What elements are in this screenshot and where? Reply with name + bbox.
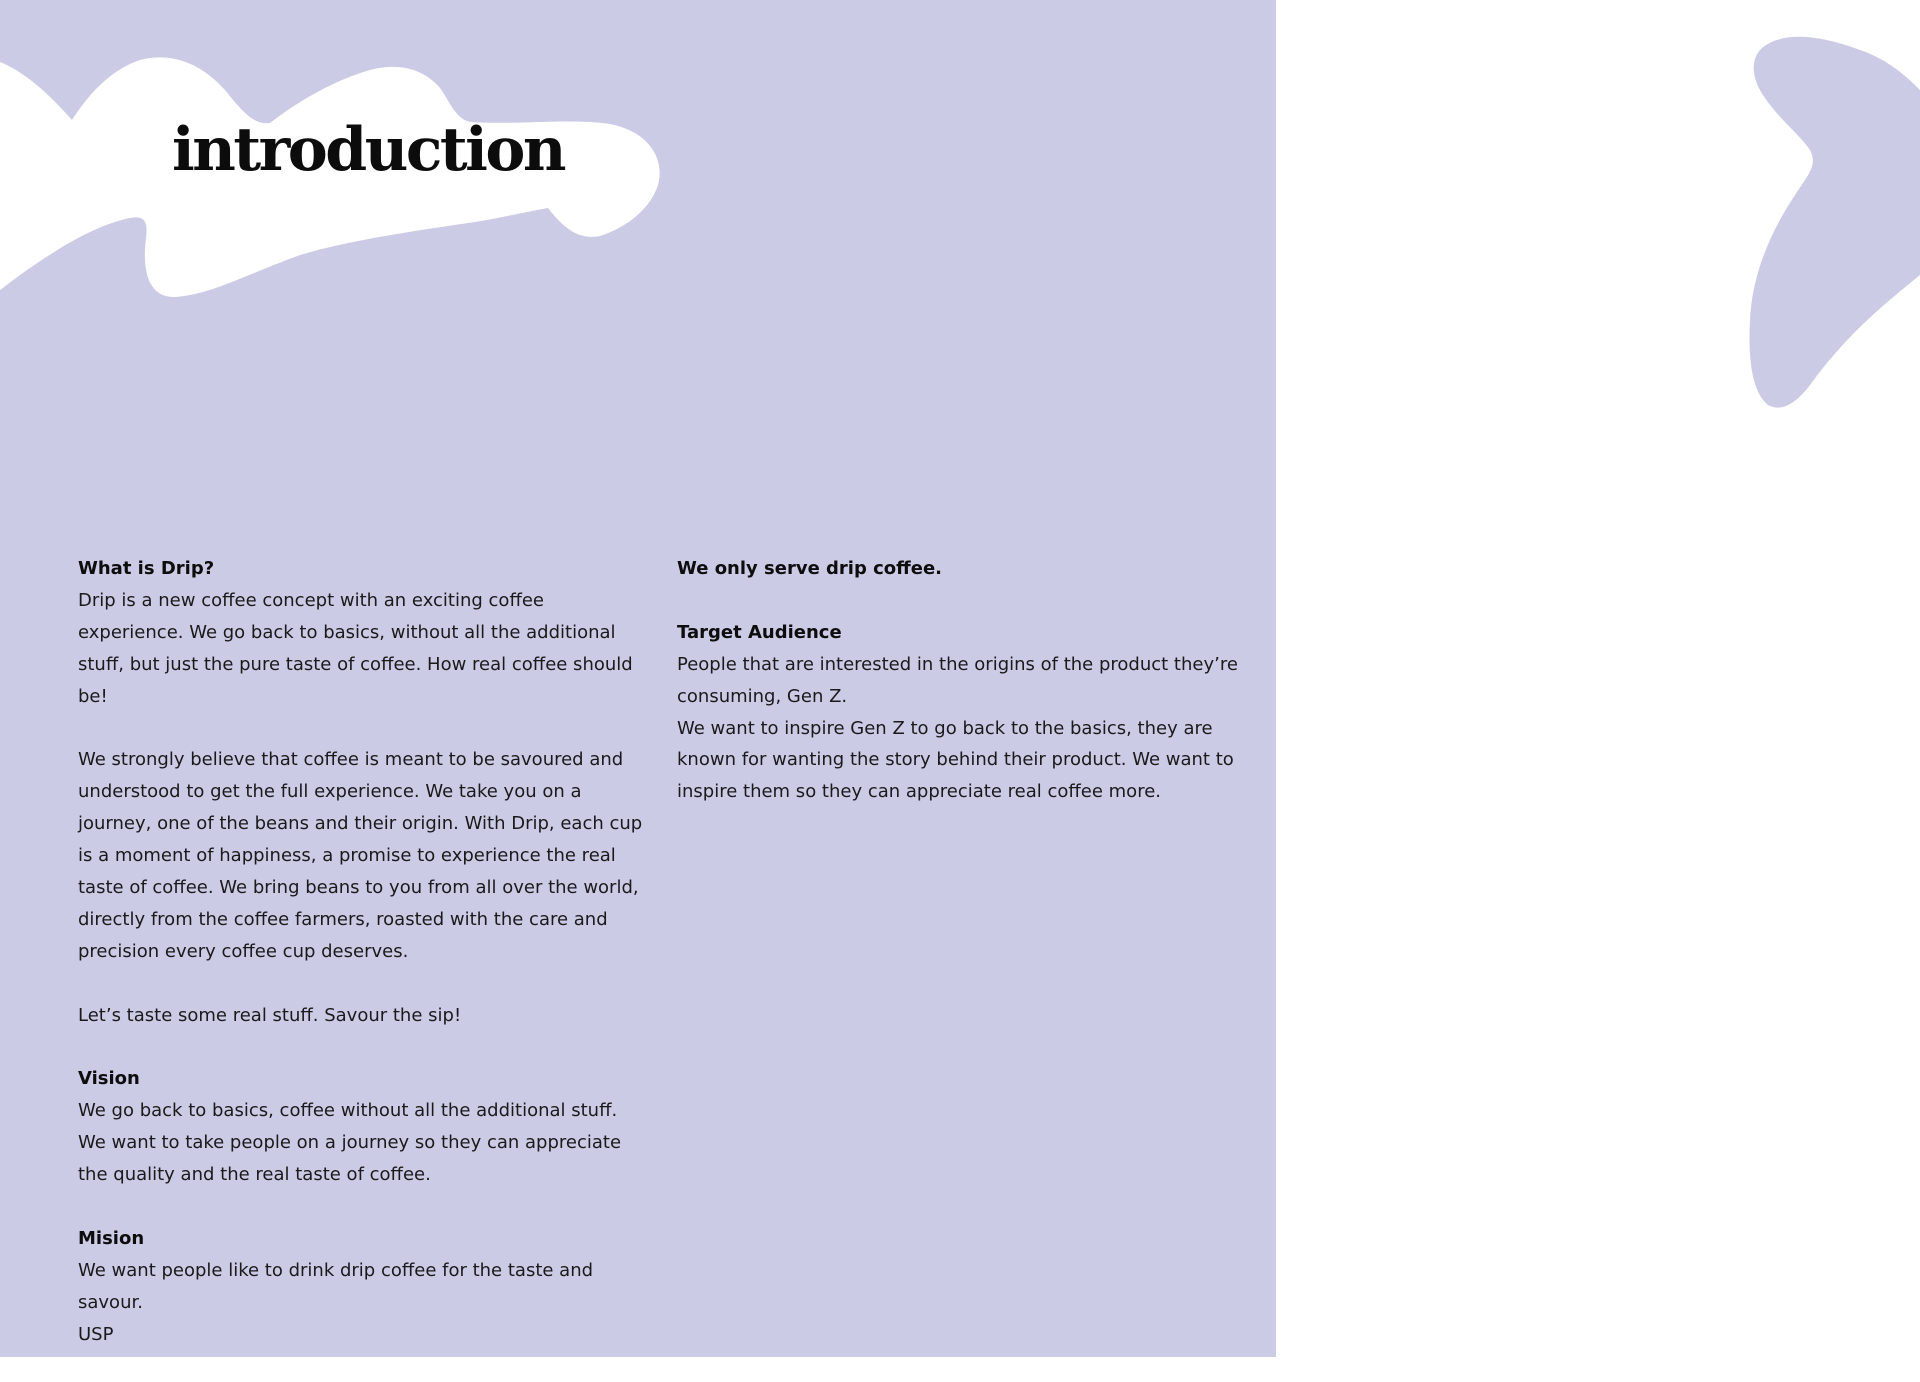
target-audience-heading: Target Audience [677,621,842,643]
vision-heading: Vision [78,1068,140,1090]
target-audience-section [677,617,1257,808]
vision-body: We go back to basics, coffee without all the additional stuff. We want to take people on a journey so they can appreciate the quality and the real taste of coffee. [78,1100,622,1186]
what-is-drip-body: Drip is a new coffee concept with an exciting coffee experience. We go back to basics, without all the additional stuff, but just the pure taste of coffee. How real coffee should be! [78,589,633,707]
vision-section [78,1063,650,1191]
belief-paragraph: We strongly believe that coffee is meant to be savoured and understood to get the full experience. We take you on a journey, one of the beans and their origin. With Drip, each cup is a moment of happiness, a promise to experience the real taste of coffee. We bring beans to you from all over the world, directly from the coffee farmers, roasted with the care and precision every coffee cup deserves. [78,749,643,962]
usp-statement: We only serve drip coffee. [677,558,942,579]
usp-section [677,553,1257,585]
target-audience-line-1: People that are interested in the origins of the product they’re consuming, Gen Z. [677,653,1238,707]
what-is-drip-heading: What is Drip? [78,558,215,579]
right-text-column [677,553,1257,840]
mision-section [78,1223,650,1351]
usp-label: USP [78,1323,114,1345]
tagline: Let’s taste some real stuff. Savour the sip! [78,1004,462,1026]
target-audience-line-2: We want to inspire Gen Z to go back to the basics, they are known for wanting the story behind their product. We want to inspire them so they can appreciate real coffee more. [677,717,1234,803]
left-text-column [78,553,650,1382]
mision-heading: Mision [78,1227,145,1249]
page-title: introduction [172,115,565,185]
decorative-blob-shape [1700,20,1920,420]
mision-body: We want people like to drink drip coffee for the taste and savour. [78,1259,594,1313]
what-is-drip-section [78,553,650,713]
